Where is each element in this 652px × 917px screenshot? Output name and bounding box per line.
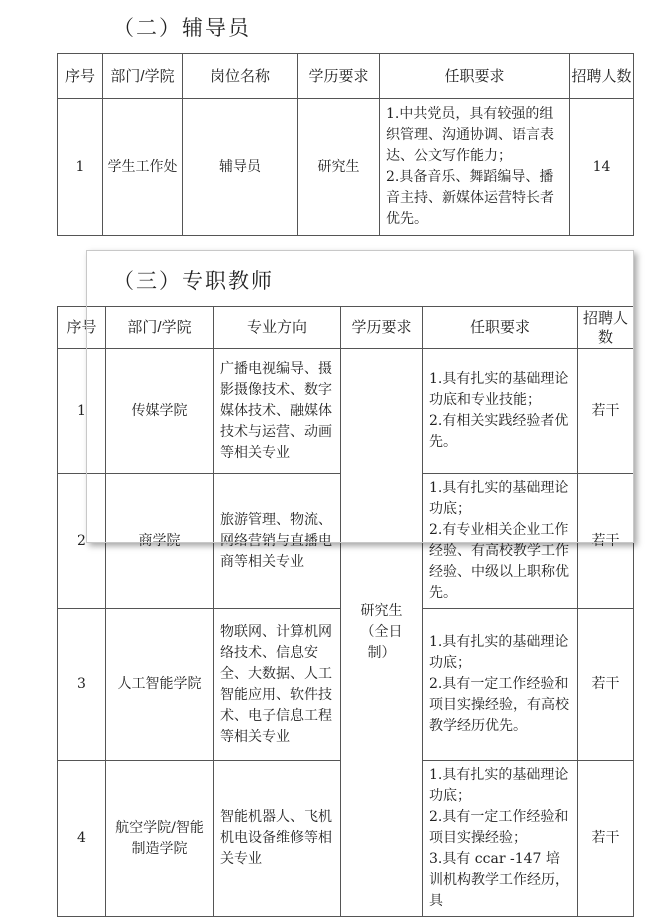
cell-dept: 传媒学院 xyxy=(106,349,214,474)
table-row xyxy=(58,349,634,474)
counselor-table xyxy=(57,53,634,236)
requirement-item: 1.具有扎实的基础理论功底； xyxy=(429,767,569,804)
cell-major: 旅游管理、物流、网络营销与直播电商等相关专业 xyxy=(214,474,341,609)
cell-education: 研究生 xyxy=(298,99,380,236)
cell-dept: 航空学院/智能制造学院 xyxy=(106,761,214,917)
header-requirements: 任职要求 xyxy=(423,307,578,349)
cell-no: 4 xyxy=(58,761,106,917)
requirement-item: 2.具有一定工作经验和项目实操经验，有高校教学经历优先。 xyxy=(429,676,569,734)
header-dept: 部门/学院 xyxy=(106,307,214,349)
header-count: 招聘人数 xyxy=(570,54,634,99)
cell-dept: 学生工作处 xyxy=(103,99,183,236)
header-no: 序号 xyxy=(58,54,103,99)
header-requirements: 任职要求 xyxy=(380,54,570,99)
cell-major: 广播电视编导、摄影摄像技术、数字媒体技术、融媒体技术与运营、动画等相关专业 xyxy=(214,349,341,474)
requirement-item: 2.有相关实践经验者优先。 xyxy=(429,413,569,450)
header-count: 招聘人数 xyxy=(578,307,634,349)
cell-no: 3 xyxy=(58,609,106,761)
header-major: 专业方向 xyxy=(214,307,341,349)
cell-requirements xyxy=(423,609,578,761)
cell-no: 2 xyxy=(58,474,106,609)
header-position: 岗位名称 xyxy=(183,54,298,99)
cell-requirements xyxy=(423,761,578,917)
header-dept: 部门/学院 xyxy=(103,54,183,99)
header-education: 学历要求 xyxy=(298,54,380,99)
cell-count: 若干 xyxy=(578,349,634,474)
cell-requirements xyxy=(423,349,578,474)
cell-position: 辅导员 xyxy=(183,99,298,236)
cell-major: 智能机器人、飞机机电设备维修等相关专业 xyxy=(214,761,341,917)
header-no: 序号 xyxy=(58,307,106,349)
table-row xyxy=(58,99,634,236)
cell-major: 物联网、计算机网络技术、信息安全、大数据、人工智能应用、软件技术、电子信息工程等相关专业 xyxy=(214,609,341,761)
requirement-item: 1.具有扎实的基础理论功底； xyxy=(429,480,569,517)
section-heading-teacher: （三）专职教师 xyxy=(113,269,274,293)
cell-no: 1 xyxy=(58,99,103,236)
cell-count: 14 xyxy=(570,99,634,236)
teacher-table xyxy=(57,306,634,917)
requirement-item: 2.有专业相关企业工作经验、有高校教学工作经验、中级以上职称优先。 xyxy=(429,522,569,601)
requirement-item: 1.具有扎实的基础理论功底； xyxy=(429,634,569,671)
requirement-item: 2.具备音乐、舞蹈编导、播音主持、新媒体运营特长者优先。 xyxy=(386,169,554,227)
cell-requirements xyxy=(423,474,578,609)
section-heading-counselor: （二）辅导员 xyxy=(113,16,251,40)
requirement-item: 2.具有一定工作经验和项目实操经验； xyxy=(429,809,569,846)
cell-count: 若干 xyxy=(578,609,634,761)
cell-dept: 人工智能学院 xyxy=(106,609,214,761)
requirement-item: 1.中共党员，具有较强的组织管理、沟通协调、语言表达、公文写作能力； xyxy=(386,106,554,164)
cell-no: 1 xyxy=(58,349,106,474)
cell-count: 若干 xyxy=(578,474,634,609)
requirement-item: 3.具有 ccar -147 培训机构教学工作经历，具 xyxy=(429,851,569,909)
cell-dept: 商学院 xyxy=(106,474,214,609)
cell-count: 若干 xyxy=(578,761,634,917)
requirement-item: 1.具有扎实的基础理论功底和专业技能； xyxy=(429,371,569,408)
cell-education-merged: 研究生（全日制） xyxy=(341,349,423,917)
header-education: 学历要求 xyxy=(341,307,423,349)
cell-requirements xyxy=(380,99,570,236)
